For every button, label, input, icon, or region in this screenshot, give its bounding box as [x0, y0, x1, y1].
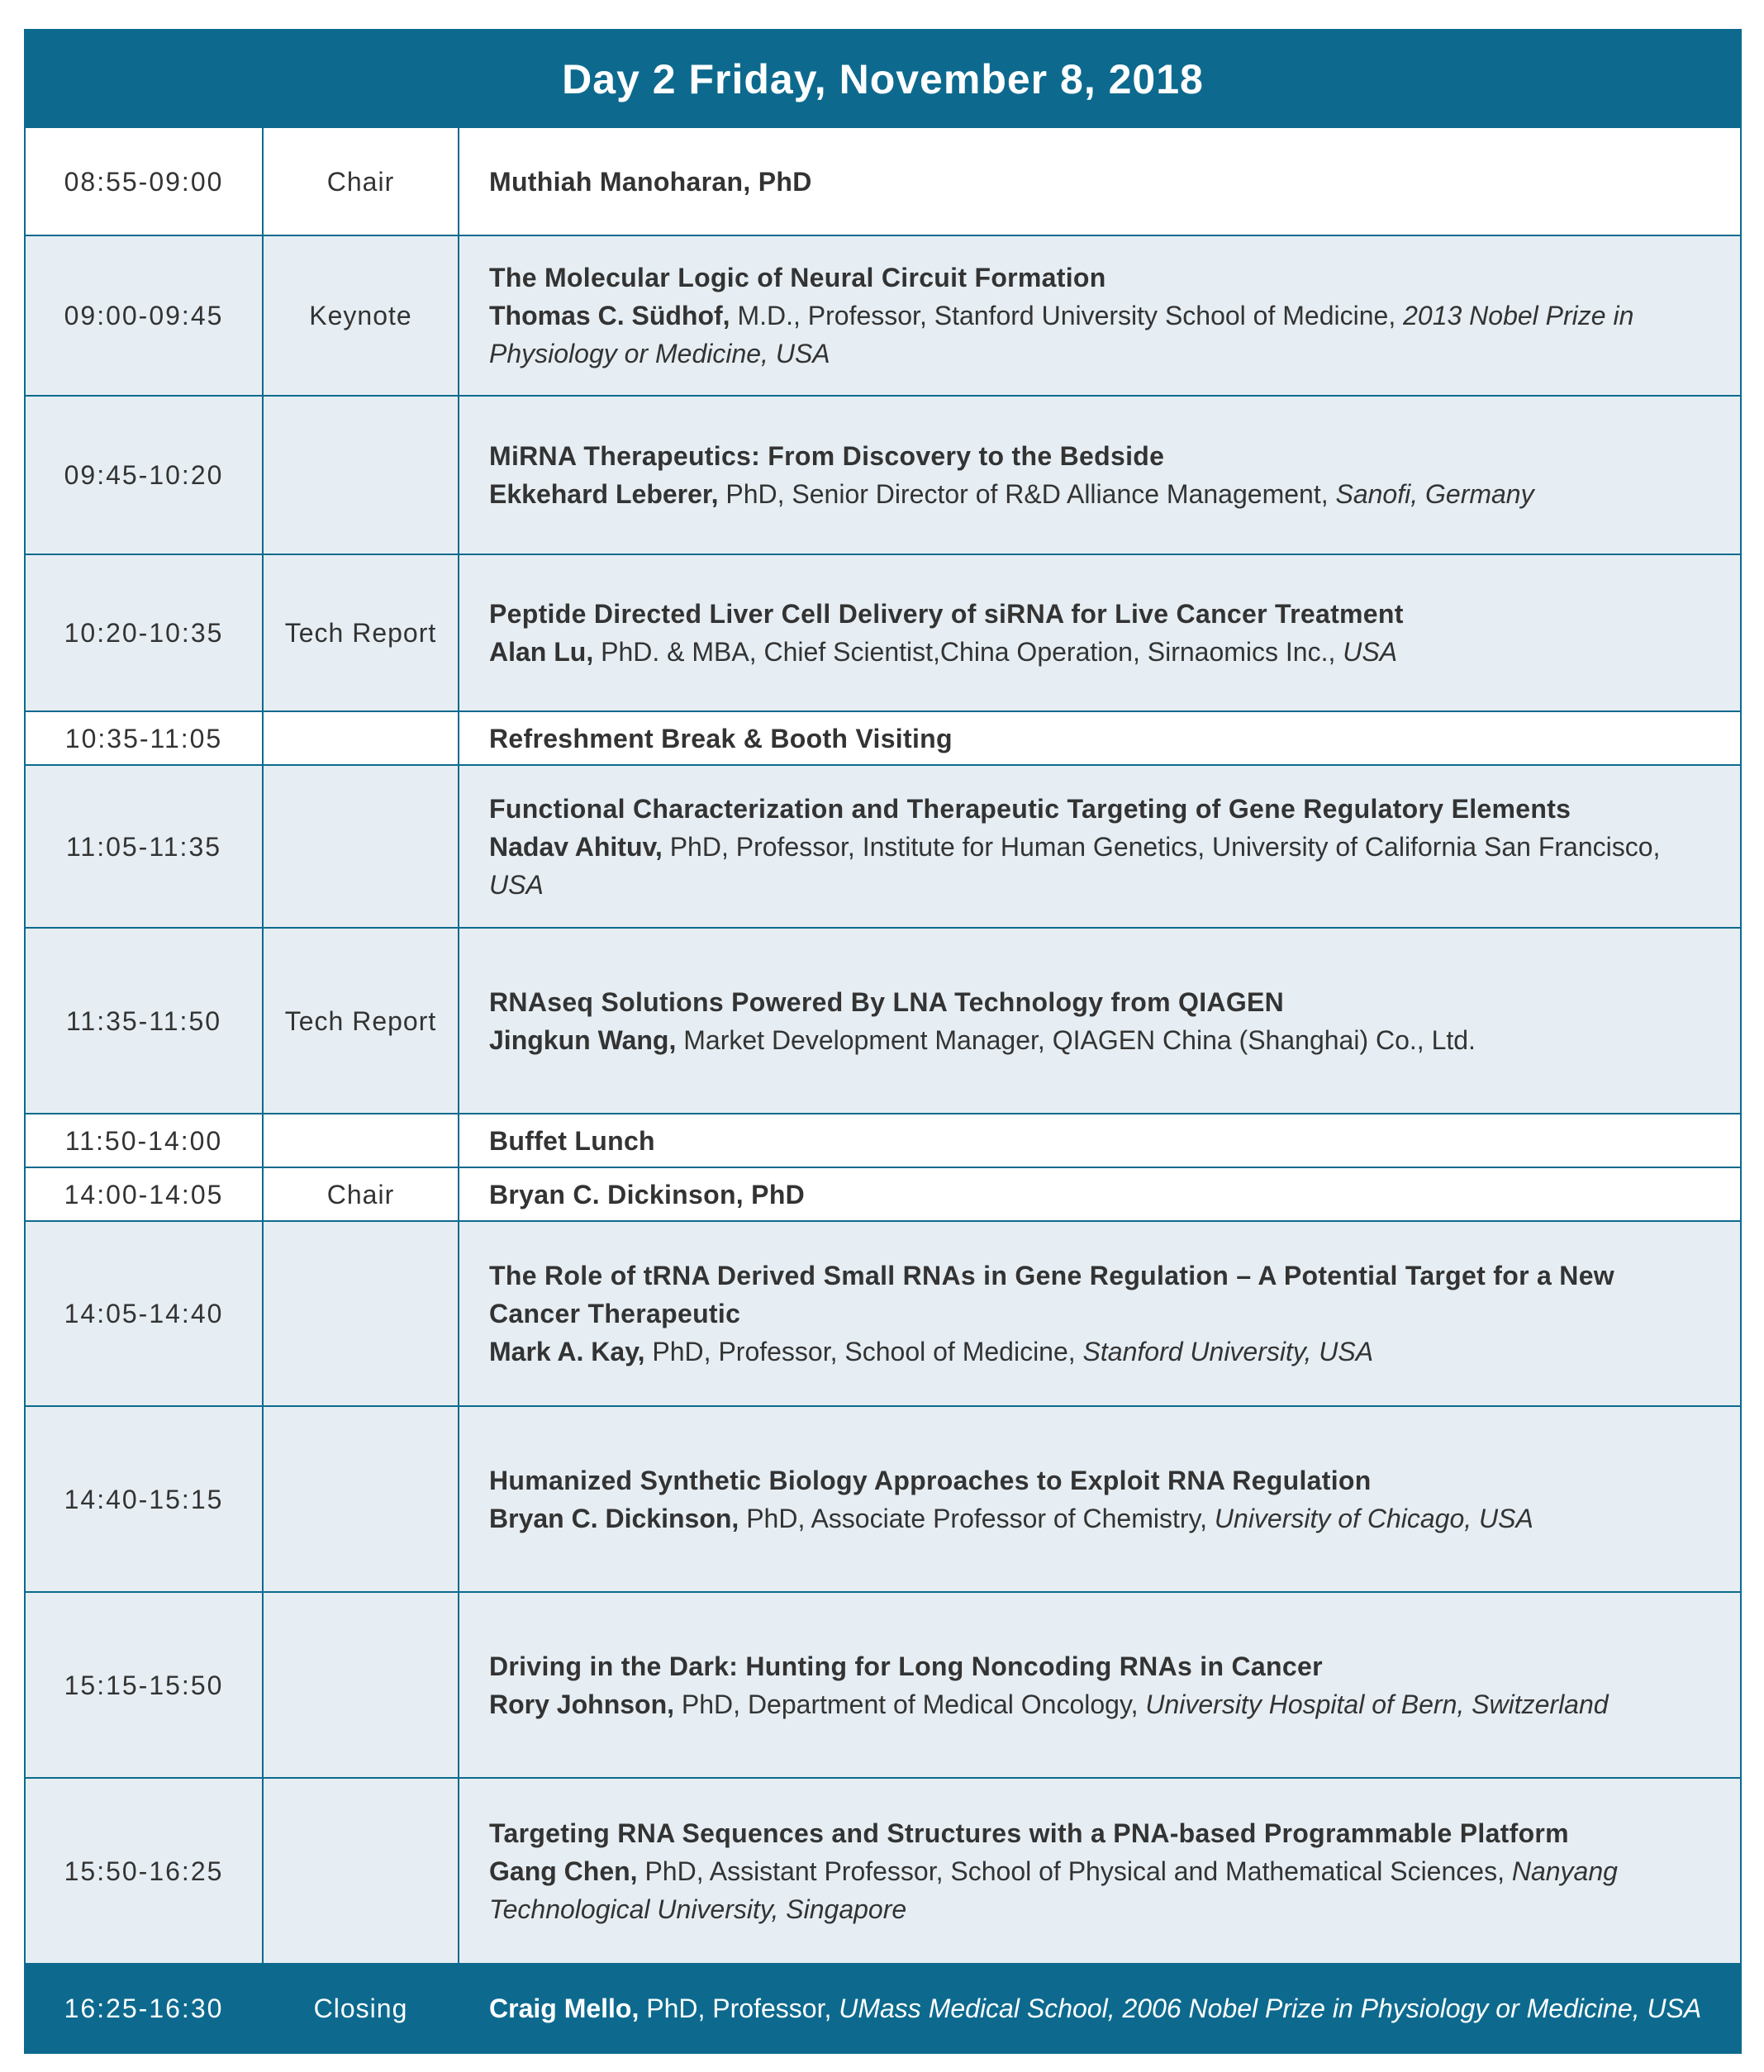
speaker-affiliation: Nanyang Technological University, Singapore	[489, 1856, 1618, 1924]
time-cell: 11:05-11:35	[26, 766, 264, 927]
session-cell	[459, 1461, 1740, 1537]
speaker-affiliation: Stanford University, USA	[1082, 1337, 1374, 1366]
speaker-detail: PhD, Senior Director of R&D Alliance Management,	[718, 479, 1336, 509]
session-title: Buffet Lunch	[489, 1125, 655, 1156]
speaker-name: Jingkun Wang,	[489, 1024, 677, 1055]
session-title: Refreshment Break & Booth Visiting	[489, 723, 953, 753]
session-title: Peptide Directed Liver Cell Delivery of siRNA for Live Cancer Treatment	[489, 599, 1404, 629]
time-cell: 11:50-14:00	[26, 1114, 264, 1167]
session-cell	[459, 720, 1740, 758]
time-cell: 14:00-14:05	[26, 1168, 264, 1220]
session-type-cell: Chair	[264, 1168, 459, 1220]
session-cell	[459, 1122, 1740, 1160]
time-cell: 10:35-11:05	[26, 712, 264, 764]
table-row	[26, 1407, 1740, 1593]
session-type-cell	[264, 1114, 459, 1167]
speaker-name: Thomas C. Südhof,	[489, 301, 730, 330]
session-type-cell: Keynote	[264, 236, 459, 395]
session-cell	[459, 1176, 1740, 1214]
session-type-cell	[264, 397, 459, 554]
session-type-cell: Tech Report	[264, 929, 459, 1113]
page-title: Day 2 Friday, November 8, 2018	[26, 31, 1740, 128]
table-row	[26, 555, 1740, 712]
session-title: RNAseq Solutions Powered By LNA Technology from QIAGEN	[489, 986, 1285, 1017]
time-cell: 09:00-09:45	[26, 236, 264, 395]
speaker-name: Gang Chen,	[489, 1856, 638, 1886]
session-cell	[459, 1814, 1740, 1928]
session-type-cell	[264, 712, 459, 764]
table-row	[26, 397, 1740, 555]
session-type-cell: Closing	[264, 1965, 459, 2052]
time-cell: 16:25-16:30	[26, 1965, 264, 2052]
table-row	[26, 1168, 1740, 1222]
session-title: Driving in the Dark: Hunting for Long Noncoding RNAs in Cancer	[489, 1651, 1323, 1681]
speaker-affiliation: UMass Medical School, 2006 Nobel Prize in Physiology or Medicine, USA	[839, 1994, 1702, 2023]
session-type-cell	[264, 1779, 459, 1963]
speaker-affiliation: USA	[489, 869, 544, 900]
table-row	[26, 929, 1740, 1114]
session-title: Muthiah Manoharan, PhD	[489, 166, 812, 197]
table-row	[26, 1593, 1740, 1779]
session-cell	[459, 163, 1740, 201]
speaker-detail: PhD, Professor, Institute for Human Genetics, University of California San Francisco,	[662, 831, 1661, 862]
time-cell: 15:15-15:50	[26, 1593, 264, 1777]
speaker-detail: PhD, Professor,	[639, 1994, 839, 2023]
speaker-detail: Market Development Manager, QIAGEN China (Shanghai) Co., Ltd.	[676, 1024, 1476, 1055]
speaker-affiliation: Sanofi, Germany	[1335, 479, 1534, 509]
speaker-affiliation: University Hospital of Bern, Switzerland	[1145, 1689, 1609, 1719]
session-cell	[459, 595, 1740, 671]
time-cell: 10:20-10:35	[26, 555, 264, 710]
speaker-name: Craig Mello,	[489, 1994, 640, 2023]
session-title: MiRNA Therapeutics: From Discovery to the Bedside	[489, 441, 1165, 471]
speaker-affiliation: USA	[1343, 637, 1398, 667]
speaker-name: Bryan C. Dickinson,	[489, 1503, 739, 1533]
speaker-name: Mark A. Kay,	[489, 1337, 645, 1366]
session-type-cell	[264, 1593, 459, 1777]
session-cell	[459, 259, 1740, 373]
session-title: Bryan C. Dickinson, PhD	[489, 1179, 806, 1209]
time-cell: 11:35-11:50	[26, 929, 264, 1113]
session-title: Functional Characterization and Therapeutic Targeting of Gene Regulatory Elements	[489, 793, 1571, 824]
session-cell	[459, 983, 1740, 1059]
speaker-affiliation: University of Chicago, USA	[1214, 1503, 1533, 1533]
session-type-cell: Chair	[264, 128, 459, 235]
time-cell: 09:45-10:20	[26, 397, 264, 554]
session-type-cell	[264, 766, 459, 927]
session-title: Humanized Synthetic Biology Approaches to Exploit RNA Regulation	[489, 1465, 1372, 1495]
session-title: Targeting RNA Sequences and Structures with a PNA-based Programmable Platform	[489, 1818, 1569, 1848]
session-cell	[459, 1989, 1740, 2027]
session-title: The Role of tRNA Derived Small RNAs in Gene Regulation – A Potential Target for a New Cancer Therapeutic	[489, 1261, 1614, 1328]
speaker-name: Ekkehard Leberer,	[489, 479, 719, 509]
session-type-cell: Tech Report	[264, 555, 459, 710]
session-cell	[459, 1647, 1740, 1723]
session-cell	[459, 1257, 1740, 1371]
session-type-cell	[264, 1407, 459, 1591]
speaker-detail: PhD, Assistant Professor, School of Physical and Mathematical Sciences,	[637, 1856, 1512, 1886]
speaker-detail: PhD, Professor, School of Medicine,	[644, 1337, 1083, 1366]
table-row	[26, 1779, 1740, 1965]
table-row	[26, 1114, 1740, 1168]
session-cell	[459, 790, 1740, 904]
speaker-detail: PhD. & MBA, Chief Scientist,China Operation, Sirnaomics Inc.,	[593, 637, 1343, 667]
speaker-name: Rory Johnson,	[489, 1689, 675, 1719]
table-row-closing	[26, 1965, 1740, 2052]
speaker-name: Alan Lu,	[489, 637, 594, 667]
table-row	[26, 1222, 1740, 1407]
table-row	[26, 128, 1740, 236]
speaker-detail: M.D., Professor, Stanford University School of Medicine,	[730, 301, 1404, 330]
speaker-affiliation: 2013 Nobel Prize in Physiology or Medicine, USA	[489, 301, 1634, 368]
schedule-table	[24, 29, 1742, 2054]
speaker-name: Nadav Ahituv,	[489, 831, 663, 862]
speaker-detail: PhD, Department of Medical Oncology,	[674, 1689, 1146, 1719]
session-cell	[459, 437, 1740, 513]
time-cell: 15:50-16:25	[26, 1779, 264, 1963]
session-title: The Molecular Logic of Neural Circuit Formation	[489, 263, 1106, 292]
time-cell: 08:55-09:00	[26, 128, 264, 235]
session-type-cell	[264, 1222, 459, 1405]
table-row	[26, 712, 1740, 766]
time-cell: 14:05-14:40	[26, 1222, 264, 1405]
speaker-detail: PhD, Associate Professor of Chemistry,	[739, 1503, 1215, 1533]
table-row	[26, 236, 1740, 397]
time-cell: 14:40-15:15	[26, 1407, 264, 1591]
table-row	[26, 766, 1740, 929]
